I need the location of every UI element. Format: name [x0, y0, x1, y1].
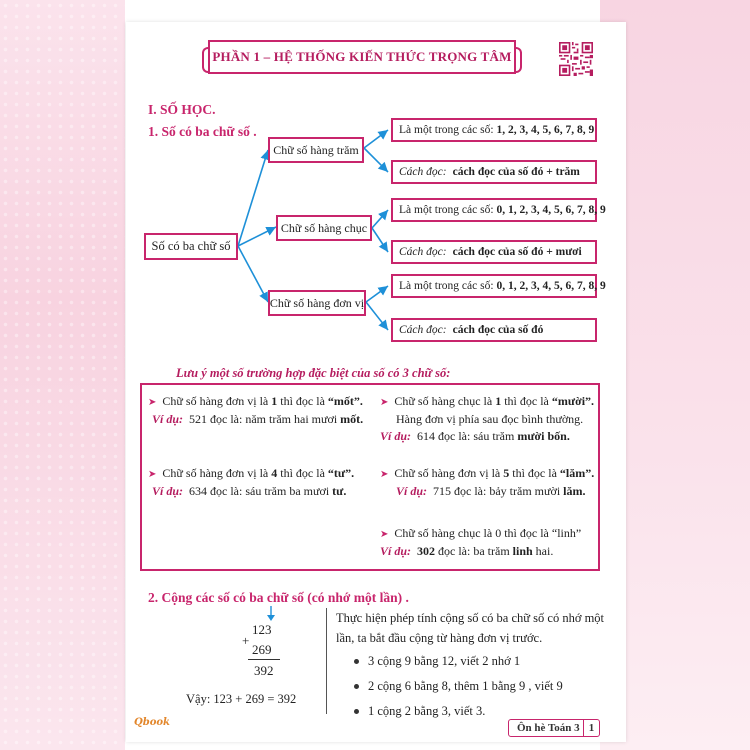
page-number: 1	[583, 719, 599, 737]
addition-calculation	[186, 602, 336, 712]
digits-prefix: Là một trong các số:	[399, 280, 494, 292]
sum-result: 392	[254, 663, 274, 678]
reading-rule: cách đọc của số đó + mươi	[452, 246, 582, 258]
digits-prefix: Là một trong các số:	[399, 124, 494, 136]
list-item: 1 cộng 2 bằng 3, viết 3.	[354, 699, 606, 724]
steps-list	[354, 649, 606, 724]
note-item: ➤ Chữ số hàng đơn vị là 4 thì đọc là “tư”. Ví dụ: 634 đọc là: sáu trăm ba mươi tư.	[148, 466, 355, 498]
reading-prefix: Cách đọc:	[399, 166, 447, 178]
digits-list: 1, 2, 3, 4, 5, 6, 7, 8, 9	[496, 124, 595, 136]
mindmap-node-units: Chữ số hàng đơn vị	[268, 290, 366, 316]
hundreds-digits-box	[391, 118, 597, 142]
divider	[326, 608, 327, 714]
arrow-bullet-icon: ➤	[148, 469, 157, 480]
plus-sign: +	[242, 633, 250, 648]
addend-2: 269	[252, 642, 272, 657]
mindmap-node-hundreds: Chữ số hàng trăm	[268, 137, 364, 163]
document-page	[126, 22, 626, 742]
list-item: 3 cộng 9 bằng 12, viết 2 nhớ 1	[354, 649, 606, 674]
units-digits-box	[391, 274, 606, 298]
sum-line	[248, 659, 280, 660]
subsection-heading: 1. Số có ba chữ số .	[148, 124, 257, 139]
tens-reading-box	[391, 240, 597, 264]
section-2-heading: 2. Cộng các số có ba chữ số (có nhớ một lần) .	[148, 590, 409, 605]
arrow-bullet-icon: ➤	[380, 469, 389, 480]
reading-rule: cách đọc của số đó	[452, 324, 544, 336]
mindmap-node-tens: Chữ số hàng chục	[276, 215, 372, 241]
footer-book-label	[508, 719, 600, 737]
background-pattern	[0, 0, 125, 750]
arrow-bullet-icon: ➤	[380, 529, 389, 540]
units-reading-box	[391, 318, 597, 342]
page-title: PHẦN 1 – HỆ THỐNG KIẾN THỨC TRỌNG TÂM	[212, 49, 512, 64]
arrow-bullet-icon: ➤	[380, 397, 389, 408]
hundreds-reading-box	[391, 160, 597, 184]
explanation-text: Thực hiện phép tính cộng số có ba chữ số có nhớ một lần, ta bắt đầu cộng từ hàng đơn vị trước.	[336, 611, 605, 645]
digits-list: 0, 1, 2, 3, 4, 5, 6, 7, 8, 9	[496, 280, 606, 292]
note-item: ➤ Chữ số hàng đơn vị là 1 thì đọc là “mốt”. Ví dụ: 521 đọc là: năm trăm hai mươi mốt.	[148, 394, 364, 426]
note-item: ➤ Chữ số hàng chục là 1 thì đọc là “mười”. Hàng đơn vị phía sau đọc bình thường. Ví dụ: 614 đọc là: sáu trăm mười bốn.	[380, 394, 595, 443]
arrow-bullet-icon: ➤	[148, 397, 157, 408]
reading-prefix: Cách đọc:	[399, 246, 447, 258]
notes-title: Lưu ý một số trường hợp đặc biệt của số có 3 chữ số:	[176, 366, 451, 380]
addition-explanation	[336, 608, 606, 724]
publisher-logo: Qbook	[134, 717, 170, 728]
note-item: ➤ Chữ số hàng đơn vị là 5 thì đọc là “lăm”. Ví dụ: 715 đọc là: bảy trăm mười lăm.	[380, 466, 595, 498]
addend-1: 123	[252, 622, 272, 637]
mindmap-root: Số có ba chữ số	[144, 233, 238, 260]
tens-digits-box	[391, 198, 606, 222]
reading-prefix: Cách đọc:	[399, 324, 447, 336]
notes-box	[140, 383, 600, 571]
sum-summary: Vậy: 123 + 269 = 392	[186, 692, 297, 706]
section-heading: I. SỐ HỌC.	[148, 102, 216, 117]
down-arrow-icon	[266, 606, 276, 622]
note-item: ➤ Chữ số hàng chục là 0 thì đọc là “linh” Ví dụ: 302 đọc là: ba trăm linh hai.	[380, 526, 582, 558]
list-item: 2 cộng 6 bằng 8, thêm 1 bằng 9 , viết 9	[354, 674, 606, 699]
digits-prefix: Là một trong các số:	[399, 204, 494, 216]
reading-rule: cách đọc của số đó + trăm	[452, 166, 580, 178]
digits-list: 0, 1, 2, 3, 4, 5, 6, 7, 8, 9	[496, 204, 606, 216]
book-title: Ôn hè Toán 3	[517, 722, 580, 734]
